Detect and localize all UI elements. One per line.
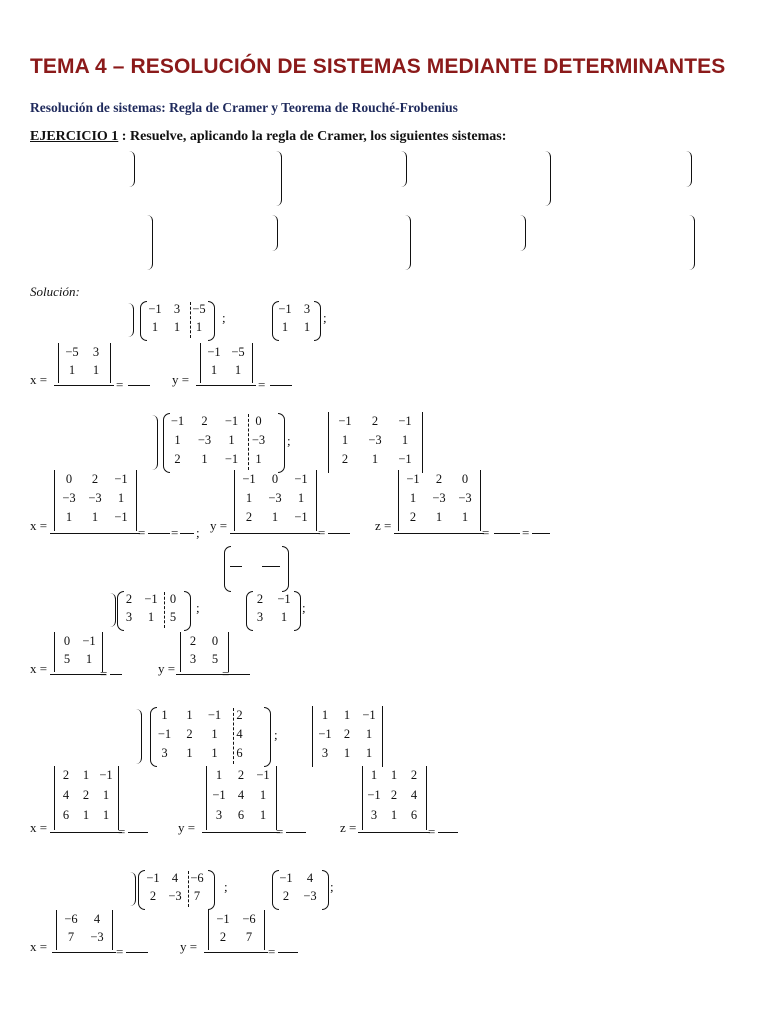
z-determinant-cell: −3 [432, 491, 446, 505]
separator: ; [224, 879, 228, 894]
matrix-paren-right [278, 413, 285, 473]
equals: = [171, 525, 179, 540]
x-determinant-cell: 4 [62, 788, 70, 802]
x-fraction-line [110, 674, 122, 675]
matrix-A-determinant-cell: −1 [338, 414, 352, 428]
x-determinant-fraction-line [50, 533, 140, 534]
augmented-matrix-cell: −1 [170, 414, 185, 428]
augmented-matrix-cell: −1 [224, 452, 239, 466]
x-determinant-cell: 3 [92, 345, 100, 359]
z-determinant-cell: 1 [390, 808, 398, 822]
z-determinant-cell: 1 [409, 491, 417, 505]
result-z-line [262, 566, 280, 567]
matrix-A-cell: −1 [279, 871, 293, 885]
matrix-A-cell: 3 [256, 610, 264, 624]
augmented-matrix-cell: 0 [169, 592, 177, 606]
augmented-matrix-cell: −5 [192, 302, 206, 316]
equals: = [268, 944, 276, 959]
matrix-paren-right [264, 707, 271, 767]
z-determinant-cell: 2 [409, 510, 417, 524]
augmented-matrix-cell: 1 [147, 610, 155, 624]
y-determinant-bar-right [316, 470, 317, 531]
augmented-matrix-cell: 1 [186, 746, 193, 760]
separator: ; [196, 525, 200, 540]
matrix-A-cell: −1 [278, 302, 292, 316]
x-label: x = [30, 372, 48, 387]
y-determinant-cell: 1 [245, 491, 253, 505]
x-determinant-cell: 1 [91, 510, 99, 524]
y-determinant-cell: 0 [271, 472, 279, 486]
matrix-paren-right [208, 301, 215, 341]
x-determinant-cell: 1 [85, 652, 93, 666]
z-determinant-cell: 3 [370, 808, 378, 822]
z-determinant-cell: 2 [435, 472, 443, 486]
matrix-A-determinant-cell: 1 [321, 708, 329, 722]
x-determinant-cell: −3 [88, 491, 102, 505]
system-brace [147, 215, 153, 270]
augmented-matrix-cell: 1 [161, 708, 168, 722]
augmented-matrix-cell: 2 [236, 708, 243, 722]
y-fraction-line [270, 385, 292, 386]
y-determinant-bar-right [252, 343, 253, 383]
y-determinant-cell: −1 [294, 472, 308, 486]
augmented-matrix-cell: 6 [236, 746, 243, 760]
y-determinant-fraction-line [204, 952, 268, 953]
z-determinant-cell: −1 [406, 472, 420, 486]
matrix-A-cell: −1 [277, 592, 291, 606]
augmented-matrix-cell: 3 [125, 610, 133, 624]
y-fraction-line [286, 832, 306, 833]
matrix-paren-right [208, 870, 215, 910]
x-determinant-bar-right [118, 766, 119, 830]
y-determinant-cell: 0 [211, 634, 219, 648]
x-determinant-cell: 1 [82, 808, 90, 822]
x-determinant-cell: 1 [68, 363, 76, 377]
equals: = [318, 525, 326, 540]
augmented-matrix-cell: −1 [157, 727, 172, 741]
y-determinant-cell: 2 [189, 634, 197, 648]
x-determinant-cell: 7 [67, 930, 75, 944]
equals: = [482, 525, 490, 540]
matrix-A-determinant-cell: 1 [365, 746, 373, 760]
result-paren-left [224, 546, 231, 592]
augmented-matrix-cell: 4 [236, 727, 243, 741]
system-brace [129, 151, 135, 187]
matrix-A-determinant-cell: 1 [401, 433, 409, 447]
z-fraction-simplified-line [532, 533, 550, 534]
separator: ; [274, 727, 278, 742]
separator: ; [196, 600, 200, 615]
augmented-matrix-cell: 3 [173, 302, 181, 316]
z-label: z = [375, 518, 392, 533]
system-brace [152, 415, 158, 470]
augmented-matrix-cell: 2 [125, 592, 133, 606]
augmented-matrix-cell: −3 [197, 433, 212, 447]
x-determinant-cell: 1 [102, 808, 110, 822]
z-determinant-cell: 4 [410, 788, 418, 802]
exercise-text: : Resuelve, aplicando la regla de Cramer, los siguientes sistemas: [118, 129, 507, 144]
z-determinant-fraction-line [394, 533, 484, 534]
y-determinant-fraction-line [230, 533, 320, 534]
y-determinant-cell: 1 [215, 768, 223, 782]
system-brace [520, 215, 526, 251]
matrix-paren-right [322, 870, 329, 910]
y-determinant-bar-right [264, 910, 265, 950]
y-determinant-bar-right [276, 766, 277, 830]
exercise-heading [30, 129, 506, 145]
system-brace [401, 151, 407, 187]
z-determinant-cell: 1 [435, 510, 443, 524]
system-brace [276, 151, 282, 206]
y-determinant-cell: 1 [210, 363, 218, 377]
z-determinant-cell: 2 [410, 768, 418, 782]
y-determinant-cell: 2 [219, 930, 227, 944]
x-determinant-cell: 0 [63, 634, 71, 648]
y-fraction-line [278, 952, 298, 953]
result-x-line [230, 566, 242, 567]
system-brace [128, 303, 134, 337]
x-determinant-bar-right [112, 910, 113, 950]
z-determinant-cell: 1 [461, 510, 469, 524]
matrix-A-determinant-cell: −3 [368, 433, 382, 447]
x-determinant-cell: 1 [117, 491, 125, 505]
augmented-separator [164, 592, 165, 628]
y-determinant-cell: −6 [242, 912, 256, 926]
y-determinant-cell: 5 [211, 652, 219, 666]
equals: = [276, 824, 284, 839]
y-determinant-cell: −1 [216, 912, 230, 926]
x-determinant-cell: 1 [65, 510, 73, 524]
y-determinant-cell: −1 [212, 788, 226, 802]
y-determinant-cell: 6 [237, 808, 245, 822]
y-determinant-cell: 1 [271, 510, 279, 524]
augmented-matrix-cell: 2 [186, 727, 193, 741]
result-paren-right [282, 546, 289, 592]
separator: ; [222, 310, 226, 325]
system-brace [136, 709, 142, 764]
y-determinant-cell: 1 [234, 363, 242, 377]
y-determinant-cell: −1 [207, 345, 221, 359]
augmented-matrix-cell: −1 [144, 592, 158, 606]
y-fraction-line [232, 674, 250, 675]
y-determinant-cell: 1 [297, 491, 305, 505]
matrix-A-cell: 1 [280, 610, 288, 624]
system-brace [689, 215, 695, 270]
equals: = [118, 824, 126, 839]
x-fraction-simplified-line [180, 533, 194, 534]
equals: = [258, 377, 266, 392]
system-brace [686, 151, 692, 187]
matrix-A-determinant-bar-right [382, 706, 383, 767]
z-determinant-fraction-line [358, 832, 430, 833]
augmented-separator [190, 302, 191, 338]
matrix-A-determinant-cell: −1 [398, 414, 412, 428]
augmented-matrix-cell: 2 [201, 414, 208, 428]
augmented-matrix-cell: 1 [186, 708, 193, 722]
x-fraction-line [126, 952, 148, 953]
separator: ; [323, 310, 327, 325]
y-determinant-cell: 1 [259, 788, 267, 802]
x-determinant-fraction-line [50, 674, 106, 675]
equals: = [428, 824, 436, 839]
matrix-A-determinant-cell: 3 [321, 746, 329, 760]
system-brace [272, 215, 278, 251]
x-determinant-cell: 1 [92, 363, 100, 377]
matrix-A-determinant-cell: 2 [341, 452, 349, 466]
y-determinant-cell: −5 [231, 345, 245, 359]
y-determinant-fraction-line [196, 385, 256, 386]
augmented-matrix-cell: 1 [211, 727, 218, 741]
equals: = [100, 666, 108, 681]
augmented-matrix-cell: −1 [224, 414, 239, 428]
solution-label: Solución: [30, 284, 80, 299]
x-fraction-line [148, 533, 170, 534]
y-label: y = [178, 820, 196, 835]
matrix-A-determinant-cell: 1 [371, 452, 379, 466]
matrix-paren-right [184, 591, 191, 631]
augmented-separator [248, 414, 249, 470]
x-determinant-cell: 0 [65, 472, 73, 486]
system-brace [110, 593, 116, 627]
z-determinant-cell: −1 [367, 788, 381, 802]
y-determinant-cell: −1 [256, 768, 270, 782]
matrix-A-cell: 2 [256, 592, 264, 606]
z-determinant-cell: −3 [458, 491, 472, 505]
x-determinant-cell: −1 [99, 768, 113, 782]
y-label: y = [172, 372, 190, 387]
augmented-separator [233, 708, 234, 764]
y-determinant-cell: 3 [189, 652, 197, 666]
y-determinant-cell: −1 [242, 472, 256, 486]
x-determinant-cell: 6 [62, 808, 70, 822]
equals: = [116, 944, 124, 959]
y-fraction-line [328, 533, 350, 534]
augmented-matrix-cell: 1 [255, 452, 262, 466]
augmented-matrix-cell: 1 [195, 320, 203, 334]
page-subtitle: Resolución de sistemas: Regla de Cramer y Teorema de Rouché-Frobenius [30, 100, 458, 115]
page-title: TEMA 4 – RESOLUCIÓN DE SISTEMAS MEDIANTE DETERMINANTES [30, 55, 726, 78]
matrix-A-cell: −3 [303, 889, 317, 903]
z-determinant-cell: 1 [390, 768, 398, 782]
matrix-A-determinant-cell: 2 [371, 414, 379, 428]
matrix-A-determinant-cell: 1 [343, 746, 351, 760]
matrix-A-determinant-cell: 1 [341, 433, 349, 447]
augmented-matrix-cell: −1 [207, 708, 222, 722]
x-determinant-cell: −3 [90, 930, 104, 944]
x-determinant-cell: 2 [91, 472, 99, 486]
x-determinant-cell: 2 [82, 788, 90, 802]
augmented-matrix-cell: 1 [201, 452, 208, 466]
separator: ; [302, 600, 306, 615]
z-determinant-cell: 1 [370, 768, 378, 782]
augmented-matrix-cell: −3 [168, 889, 182, 903]
augmented-matrix-cell: 1 [228, 433, 235, 447]
z-determinant-bar-right [426, 766, 427, 830]
x-label: x = [30, 661, 48, 676]
x-determinant-cell: 4 [93, 912, 101, 926]
matrix-A-cell: 1 [303, 320, 311, 334]
y-determinant-cell: 1 [259, 808, 267, 822]
z-determinant-cell: 0 [461, 472, 469, 486]
matrix-A-determinant-cell: −1 [318, 727, 332, 741]
z-fraction-line [438, 832, 458, 833]
y-label: y = [180, 939, 198, 954]
matrix-A-cell: 3 [303, 302, 311, 316]
x-fraction-line [128, 832, 148, 833]
equals: = [138, 525, 146, 540]
equals: = [522, 525, 530, 540]
augmented-matrix-cell: 1 [211, 746, 218, 760]
x-label: x = [30, 939, 48, 954]
equals: = [222, 666, 230, 681]
augmented-matrix-cell: 0 [255, 414, 262, 428]
y-determinant-cell: −3 [268, 491, 282, 505]
x-determinant-bar-right [110, 343, 111, 383]
y-label: y = [158, 661, 176, 676]
exercise-label: EJERCICIO 1 [30, 129, 119, 144]
z-determinant-cell: 2 [390, 788, 398, 802]
x-determinant-cell: 1 [102, 788, 110, 802]
z-label: z = [340, 820, 357, 835]
x-determinant-bar-right [136, 470, 137, 531]
matrix-A-cell: 2 [282, 889, 290, 903]
augmented-separator [188, 871, 189, 907]
matrix-paren-right [294, 591, 301, 631]
matrix-paren-right [314, 301, 321, 341]
x-determinant-fraction-line [54, 385, 114, 386]
y-determinant-cell: 2 [237, 768, 245, 782]
augmented-matrix-cell: −3 [251, 433, 266, 447]
matrix-A-determinant-cell: 1 [343, 708, 351, 722]
system-brace [130, 872, 136, 906]
separator: ; [330, 879, 334, 894]
augmented-matrix-cell: 1 [151, 320, 159, 334]
x-determinant-fraction-line [52, 952, 116, 953]
x-fraction-line [128, 385, 150, 386]
y-determinant-cell: −1 [294, 510, 308, 524]
x-determinant-cell: −6 [64, 912, 78, 926]
x-determinant-cell: −5 [65, 345, 79, 359]
y-determinant-cell: 4 [237, 788, 245, 802]
x-determinant-cell: 2 [62, 768, 70, 782]
x-determinant-cell: −3 [62, 491, 76, 505]
z-determinant-cell: 6 [410, 808, 418, 822]
system-brace [545, 151, 551, 206]
matrix-A-determinant-cell: −1 [398, 452, 412, 466]
augmented-matrix-cell: −6 [190, 871, 204, 885]
equals: = [116, 377, 124, 392]
y-determinant-cell: 7 [245, 930, 253, 944]
y-label: y = [210, 518, 228, 533]
augmented-matrix-cell: 5 [169, 610, 177, 624]
matrix-A-determinant-bar-right [422, 412, 423, 473]
y-determinant-cell: 2 [245, 510, 253, 524]
matrix-A-determinant-cell: −1 [362, 708, 376, 722]
x-label: x = [30, 820, 48, 835]
matrix-A-determinant-cell: 1 [365, 727, 373, 741]
augmented-matrix-cell: 7 [193, 889, 201, 903]
augmented-matrix-cell: 2 [174, 452, 181, 466]
x-determinant-cell: 5 [63, 652, 71, 666]
matrix-A-determinant-cell: 2 [343, 727, 351, 741]
y-determinant-cell: 3 [215, 808, 223, 822]
z-determinant-bar-right [480, 470, 481, 531]
x-determinant-cell: −1 [114, 472, 128, 486]
matrix-A-cell: 4 [306, 871, 314, 885]
augmented-matrix-cell: 2 [149, 889, 157, 903]
augmented-matrix-cell: 1 [173, 320, 181, 334]
y-determinant-fraction-line [202, 832, 280, 833]
augmented-matrix-cell: 4 [171, 871, 179, 885]
x-determinant-cell: −1 [114, 510, 128, 524]
x-determinant-cell: 1 [82, 768, 90, 782]
separator: ; [287, 433, 291, 448]
matrix-A-cell: 1 [281, 320, 289, 334]
system-brace [405, 215, 411, 270]
x-determinant-fraction-line [50, 832, 122, 833]
augmented-matrix-cell: −1 [146, 871, 160, 885]
z-fraction-line [494, 533, 520, 534]
augmented-matrix-cell: 1 [174, 433, 181, 447]
augmented-matrix-cell: −1 [148, 302, 162, 316]
x-label: x = [30, 518, 48, 533]
augmented-matrix-cell: 3 [161, 746, 168, 760]
x-determinant-cell: −1 [82, 634, 96, 648]
